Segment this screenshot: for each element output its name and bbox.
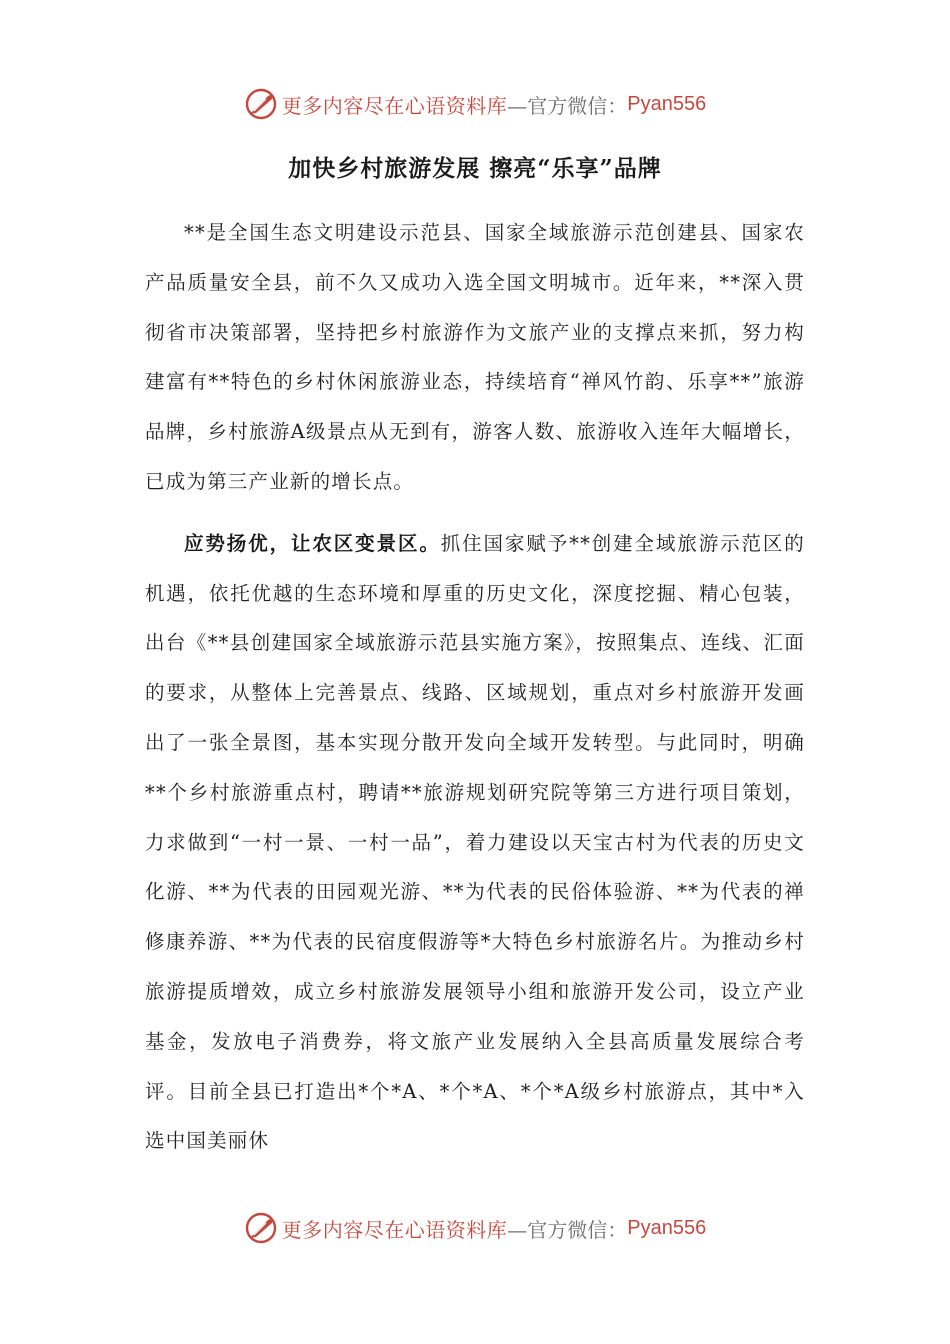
paragraph-text: 抓住国家赋予**创建全域旅游示范区的机遇，依托优越的生态环境和厚重的历史文化，深度挖掘、精心包装，出台《**县创建国家全域旅游示范县实施方案》，按照集点、连线、汇面的要求，从整体上完善景点、线路、区域规划，重点对乡村旅游开发画出了一张全景图，基本实现分散开发向全域开发转型。与此同时，明确**个乡村旅游重点村，聘请**旅游规划研究院等第三方进行项目策划，力求做到“一村一景、一村一品”，着力建设以天宝古村为代表的历史文化游、**为代表的田园观光游、**为代表的民俗体验游、**为代表的禅修康养游、**为代表的民宿度假游等*大特色乡村旅游名片。为推动乡村旅游提质增效，成立乡村旅游发展领导小组和旅游开发公司，设立产业基金，发放电子消费券，将文旅产业发展纳入全县高质量发展综合考评。目前全县已打造出*个*A、*个*A、*个*A级乡村旅游点，其中*入选中国美丽休 <box>145 531 805 1153</box>
banner-text: 更多内容尽在心语资料库 <box>281 1217 508 1242</box>
quill-logo-icon <box>244 87 278 121</box>
document-title: 加快乡村旅游发展 擦亮“乐享”品牌 <box>288 155 662 182</box>
banner-separator-text: —官方微信： <box>507 93 628 118</box>
footer-watermark-banner <box>0 1208 950 1248</box>
header-watermark-banner <box>0 84 950 124</box>
banner-separator-text: —官方微信： <box>507 1217 628 1242</box>
paragraph-2 <box>145 519 805 1166</box>
paragraph-text: **是全国生态文明建设示范县、国家全域旅游示范创建县、国家农产品质量安全县，前不久又成功入选全国文明城市。近年来，**深入贯彻省市决策部署，坚持把乡村旅游作为文旅产业的支撑点来抓，努力构建富有**特色的乡村休闲旅游业态，持续培育“禅风竹韵、乐享**”旅游品牌，乡村旅游A级景点从无到有，游客人数、旅游收入连年大幅增长，已成为第三产业新的增长点。 <box>145 221 805 493</box>
wechat-id: Pyan556 <box>627 92 707 115</box>
paragraph-1 <box>145 208 805 507</box>
document-body <box>145 208 805 1166</box>
banner-text: 更多内容尽在心语资料库 <box>281 93 508 118</box>
quill-logo-icon <box>244 1211 278 1245</box>
paragraph-lead: 应势扬优，让农区变景区。 <box>184 531 441 555</box>
wechat-id: Pyan556 <box>627 1216 707 1239</box>
